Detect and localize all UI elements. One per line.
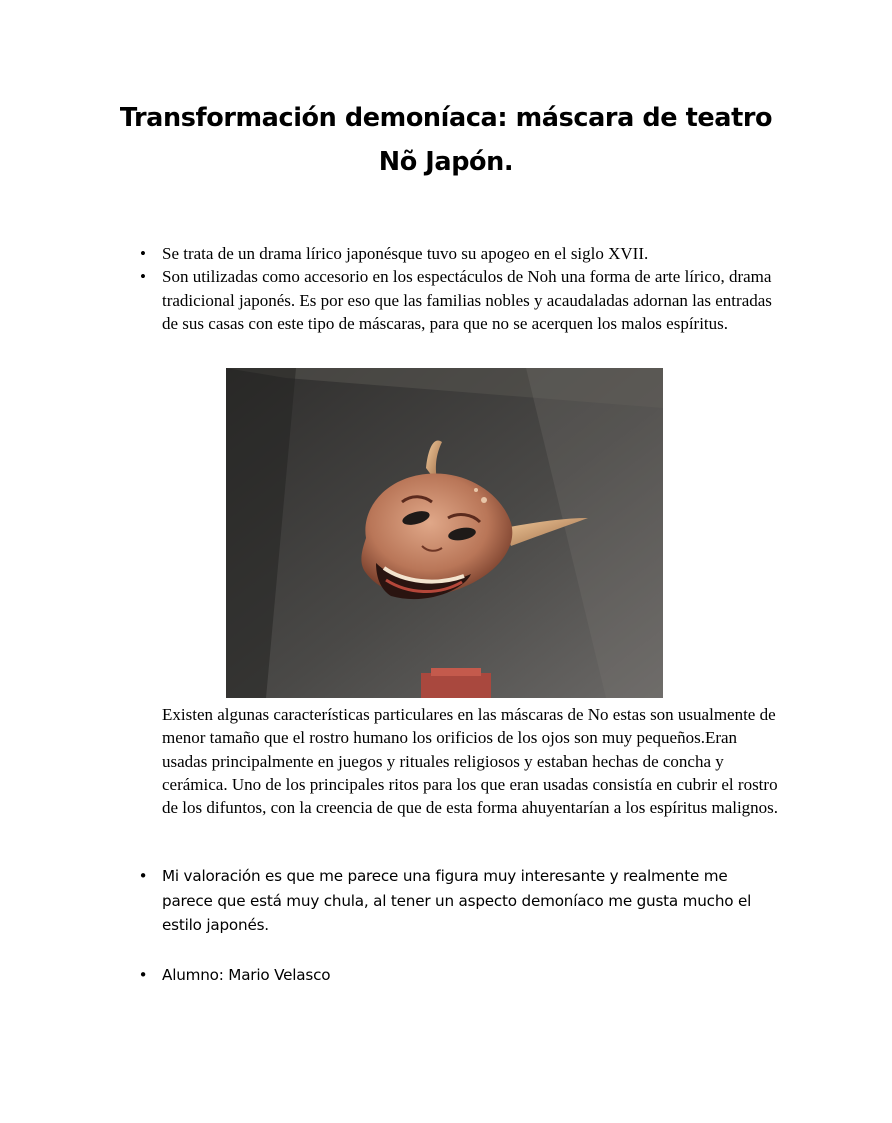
bullet-icon: • <box>140 244 146 263</box>
author-bullet-list <box>137 963 777 988</box>
bullet-icon: • <box>138 867 148 885</box>
bullet-text: Se trata de un drama lírico japonésque tuvo su apogeo en el siglo XVII. <box>162 244 649 263</box>
characteristics-paragraph: Existen algunas características particulares en las máscaras de No estas son usualmente de menor tamaño que el rostro humano los orificios de los ojos son muy pequeños.Eran usadas principalmente en juegos y rituales religiosos y estaban hechas de concha y cerámica. Uno de los principales ritos para los que eran usadas consistía en cubrir el rostro de los difuntos, con la creencia de que de esta forma ahuyentarían a los espíritus malignos. <box>162 705 779 818</box>
list-item <box>137 242 777 265</box>
document-title <box>110 96 782 184</box>
list-item <box>137 864 777 938</box>
intro-bullet-list <box>137 242 777 335</box>
title-line-2: Nõ Japón. <box>378 147 514 177</box>
author-text: Alumno: Mario Velasco <box>162 966 331 984</box>
title-line-1: Transformación demoníaca: máscara de teatro <box>119 103 773 133</box>
list-item <box>137 963 777 988</box>
opinion-bullet-list <box>137 864 777 938</box>
hannya-mask-photo <box>226 368 663 698</box>
bullet-icon: • <box>140 267 146 287</box>
list-item <box>137 265 777 335</box>
bullet-text: Son utilizadas como accesorio en los espectáculos de Noh una forma de arte lírico, drama tradicional japonés. Es por eso que las familias nobles y acaudaladas adornan las entradas de sus casas con este tipo de máscaras, para que no se acerquen los malos espíritus. <box>162 267 772 333</box>
bullet-icon: • <box>138 966 148 984</box>
opinion-text: Mi valoración es que me parece una figura muy interesante y realmente me parece que está muy chula, al tener un aspecto demoníaco me gusta mucho el estilo japonés. <box>162 867 752 934</box>
mask-illustration <box>226 368 663 698</box>
